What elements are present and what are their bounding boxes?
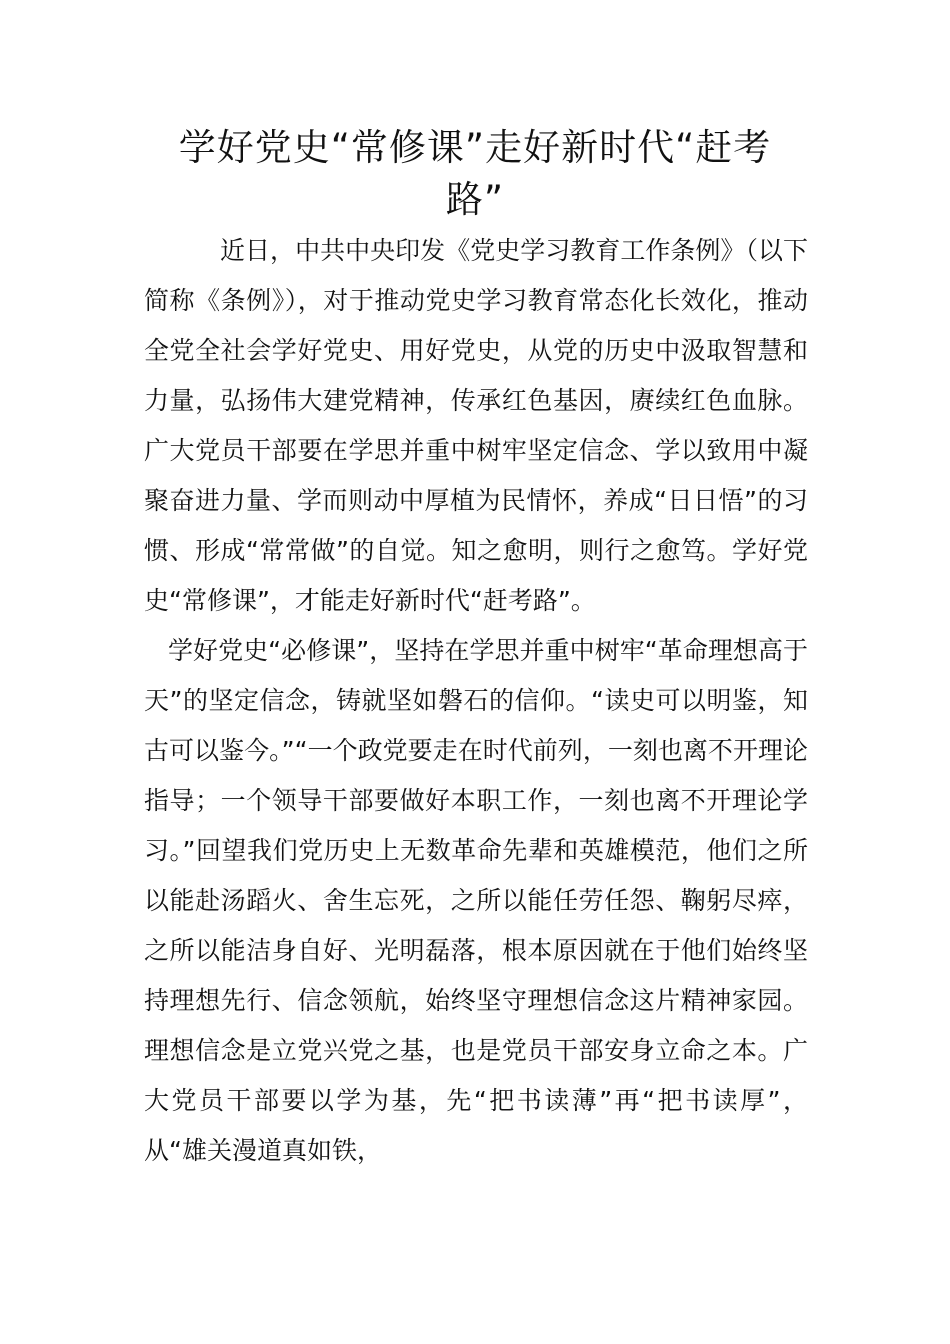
paragraph-2: 学好党史“必修课”，坚持在学思并重中树牢“革命理想高于天”的坚定信念，铸就坚如磐石的信仰。“读史可以明鉴，知古可以鉴今。”“一个政党要走在时代前列，一刻也离不开理论指导；一个领导干部要做好本职工作，一刻也离不开理论学习。”回望我们党历史上无数革命先辈和英雄模范，他们之所以能赴汤蹈火、舍生忘死，之所以能任劳任怨、鞠躬尽瘁，之所以能洁身自好、光明磊落，根本原因就在于他们始终坚持理想先行、信念领航，始终坚守理想信念这片精神家园。理想信念是立党兴党之基，也是党员干部安身立命之本。广大党员干部要以学为基，先“把书读薄”再“把书读厚”，从“雄关漫道真如铁， bbox=[144, 636, 808, 1165]
document-title: 学好党史“常修课”走好新时代“赶考路” bbox=[178, 126, 772, 221]
paragraph-1: 近日，中共中央印发《党史学习教育工作条例》（以下简称《条例》），对于推动党史学习教育常态化长效化，推动全党全社会学好党史、用好党史，从党的历史中汲取智慧和力量，弘扬伟大建党精神，传承红色基因，赓续红色血脉。广大党员干部要在学思并重中树牢坚定信念、学以致用中凝聚奋进力量、学而则动中厚植为民情怀，养成“日日悟”的习惯、形成“常常做”的自觉。知之愈明，则行之愈笃。学好党史“常修课”，才能走好新时代“赶考路”。 bbox=[144, 236, 808, 615]
document-body bbox=[144, 226, 808, 1176]
